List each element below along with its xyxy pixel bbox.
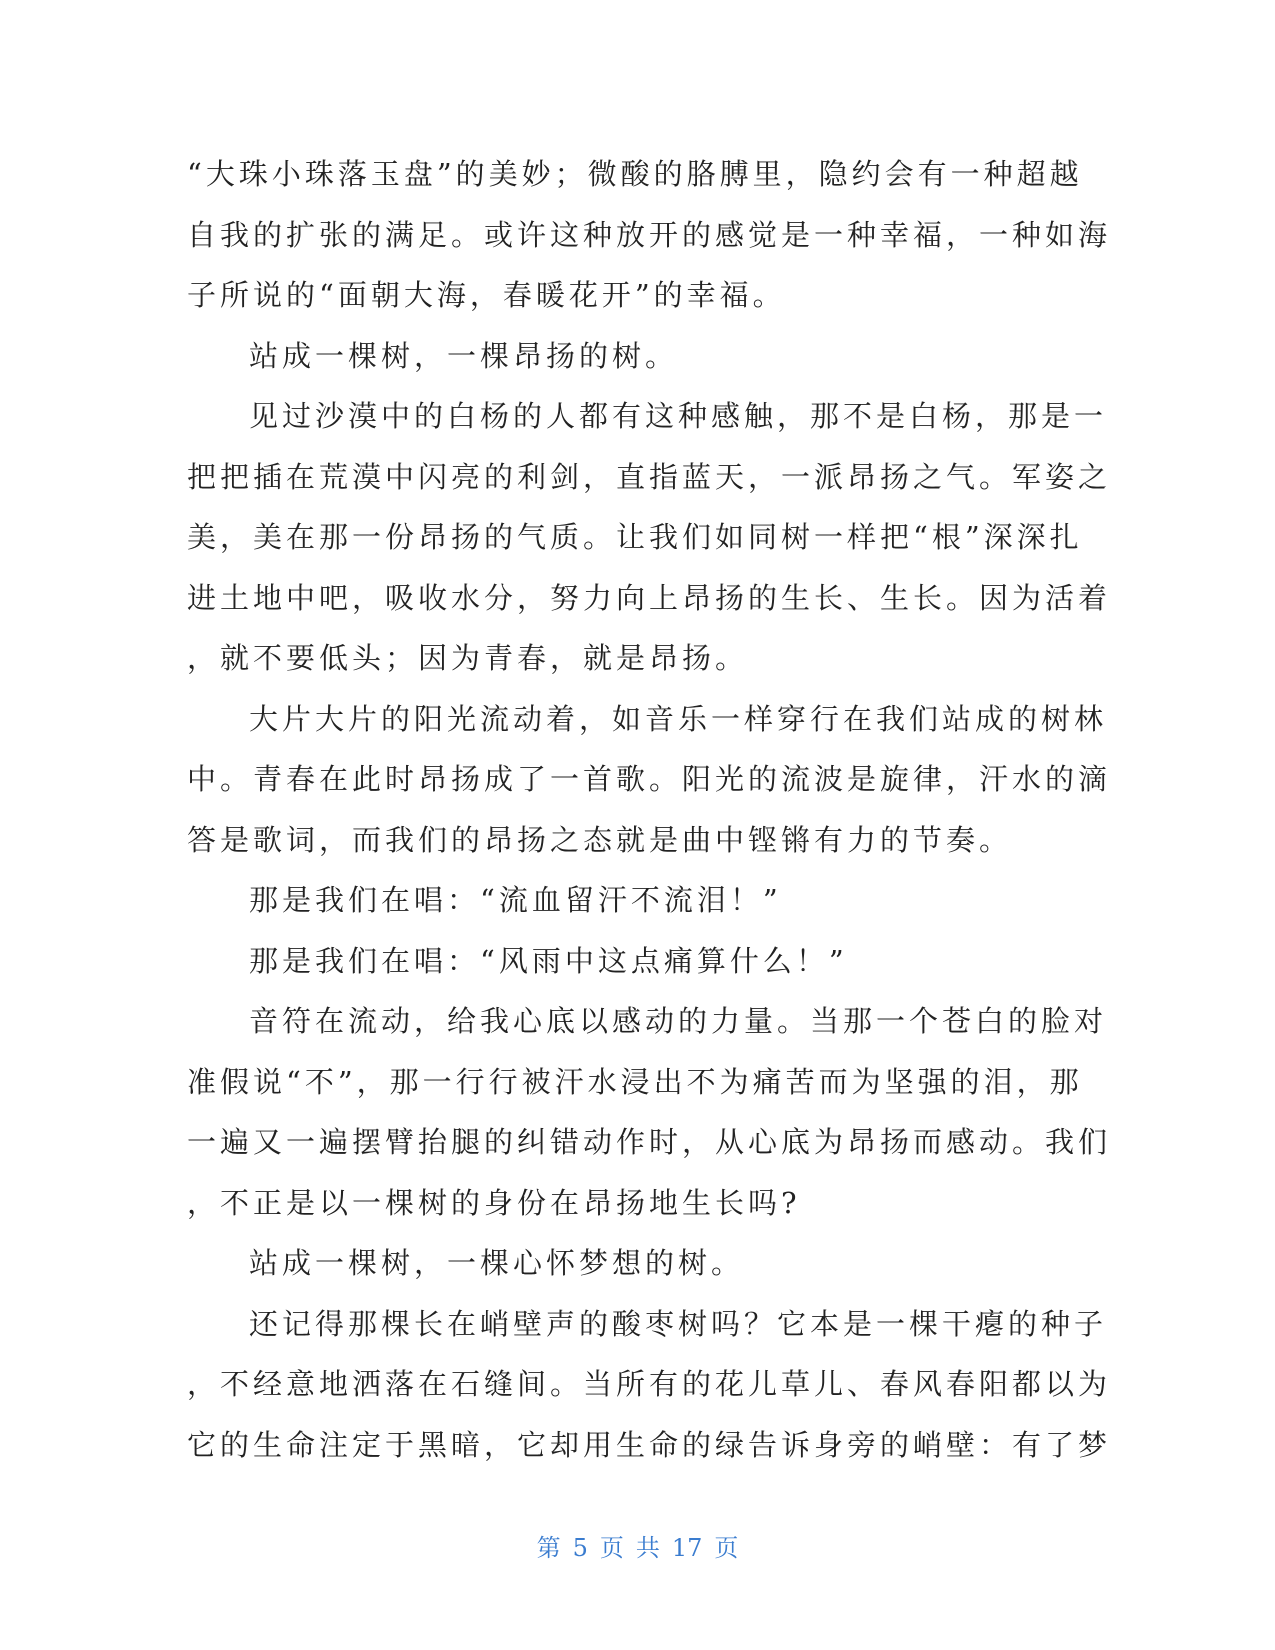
- text-line: 进土地中吧，吸收水分，努力向上昂扬的生长、生长。因为活着: [187, 580, 1112, 615]
- text-line: 站成一棵树，一棵心怀梦想的树。: [249, 1246, 745, 1280]
- page-label-suffix: 页: [714, 1534, 739, 1562]
- text-line: 那是我们在唱：“风雨中这点痛算什么！”: [249, 943, 848, 978]
- total-label: 共: [635, 1534, 660, 1562]
- document-body: [187, 144, 1112, 1475]
- text-line: 大片大片的阳光流动着，如音乐一样穿行在我们站成的树林: [249, 701, 1108, 736]
- current-page-number: 5: [572, 1534, 588, 1562]
- text-line: 还记得那棵长在峭壁声的酸枣树吗？它本是一棵干瘪的种子: [249, 1306, 1108, 1341]
- page-label-prefix: 第: [536, 1534, 561, 1562]
- total-pages-number: 17: [671, 1534, 703, 1562]
- text-line: 站成一棵树，一棵昂扬的树。: [249, 338, 679, 373]
- text-line: 音符在流动，给我心底以感动的力量。当那一个苍白的脸对: [249, 1004, 1108, 1038]
- text-line: 把把插在荒漠中闪亮的利剑，直指蓝天，一派昂扬之气。军姿之: [187, 459, 1112, 494]
- text-line: 中。青春在此时昂扬成了一首歌。阳光的流波是旋律，汗水的滴: [187, 762, 1112, 796]
- text-line: 那是我们在唱：“流血留汗不流泪！”: [249, 883, 782, 917]
- text-line: ，不经意地洒落在石缝间。当所有的花儿草儿、春风春阳都以为: [187, 1367, 1112, 1401]
- text-line: ，就不要低头；因为青春，就是昂扬。: [187, 641, 749, 675]
- page-number-footer: [0, 1528, 1275, 1563]
- text-line: 一遍又一遍摆臂抬腿的纠错动作时，从心底为昂扬而感动。我们: [187, 1125, 1112, 1159]
- text-line: 它的生命注定于黑暗，它却用生命的绿告诉身旁的峭壁：有了梦: [187, 1427, 1112, 1462]
- text-line: 自我的扩张的满足。或许这种放开的感觉是一种幸福，一种如海: [187, 217, 1112, 252]
- text-line: 美，美在那一份昂扬的气质。让我们如同树一样把“根”深深扎: [187, 520, 1083, 554]
- text-line: ，不正是以一棵树的身份在昂扬地生长吗?: [187, 1185, 801, 1220]
- text-line: 见过沙漠中的白杨的人都有这种感触，那不是白杨，那是一: [249, 399, 1108, 433]
- page-label-mid: 页: [599, 1534, 624, 1562]
- text-line: 子所说的“面朝大海，春暖花开”的幸福。: [187, 278, 786, 312]
- text-line: “大珠小珠落玉盘”的美妙；微酸的胳膊里，隐约会有一种超越: [187, 157, 1083, 191]
- text-line: 准假说“不”，那一行行被汗水浸出不为痛苦而为坚强的泪，那: [187, 1064, 1083, 1099]
- text-line: 答是歌词，而我们的昂扬之态就是曲中铿锵有力的节奏。: [187, 822, 1013, 857]
